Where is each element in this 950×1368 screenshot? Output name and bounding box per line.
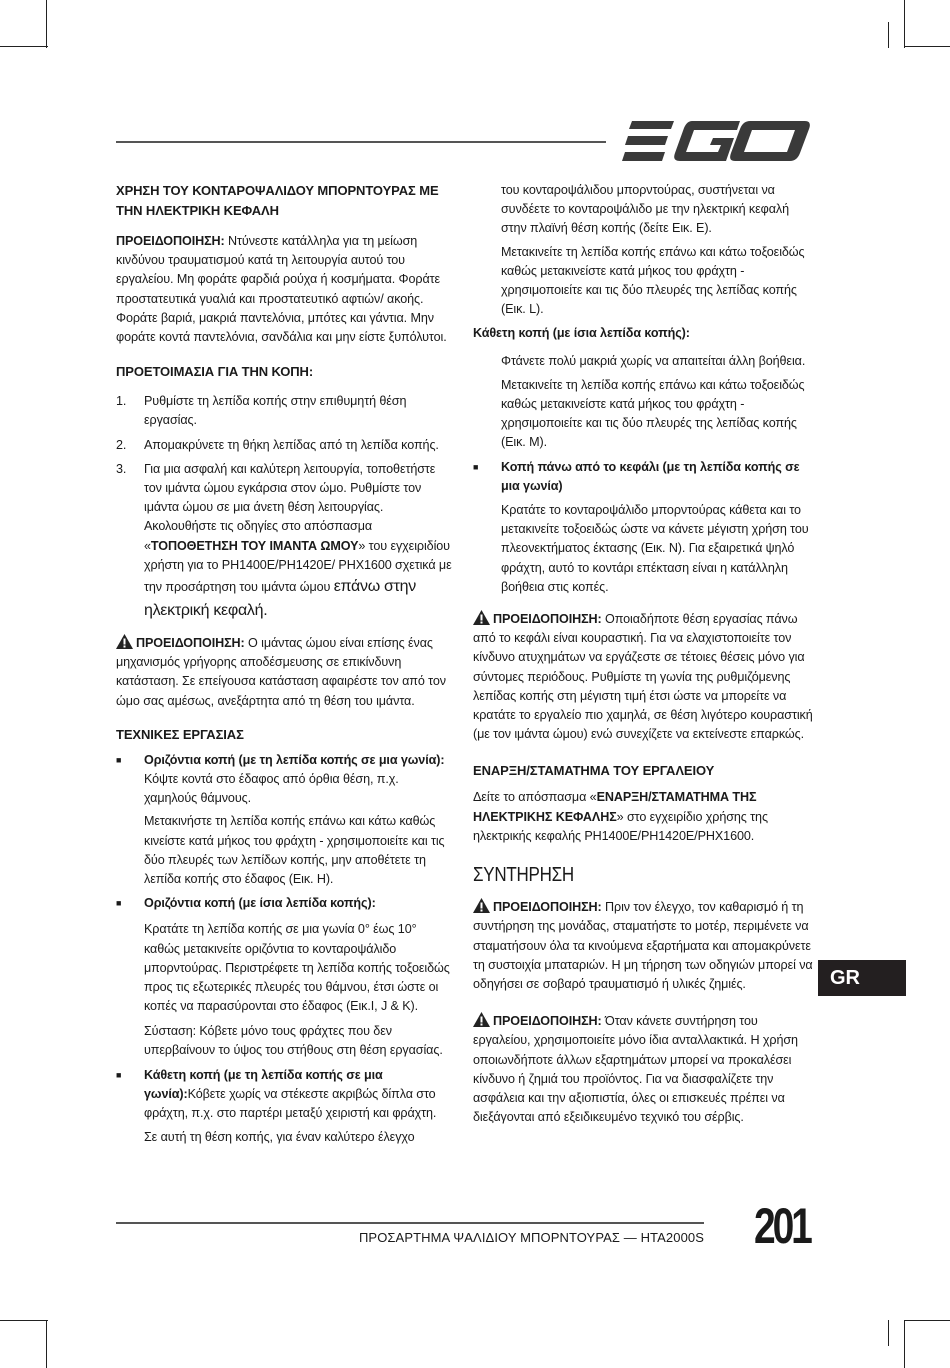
warning-label: ΠΡΟΕΙΔΟΠΟΙΗΣΗ: — [116, 234, 225, 248]
list-item-text: Ρυθμίστε τη λεπίδα κοπής στην επιθυμητή θέση εργασίας. — [144, 394, 407, 428]
section-heading: ΕΝΑΡΞΗ/ΣΤΑΜΑΤΗΜΑ ΤΟΥ ΕΡΓΑΛΕΙΟΥ — [473, 763, 715, 779]
paragraph: Μετακινείτε τη λεπίδα κοπής επάνω και κάτω τοξοειδώς καθώς μετακινείστε κατά μήκος του φράχτη - χρησιμοποιείτε και τις δύο πλευρές της λεπίδας κοπής (Εικ. L). — [501, 244, 805, 317]
warning-text: Όταν κάνετε συντήρηση του εργαλείου, χρησιμοποιείτε μόνο ίδια ανταλλακτικά. Η χρήση οποιωνδήποτε άλλων εξαρτημάτων μπορεί να προκαλέσει κίνδυνο ή ζημιά του προϊόντος. Για να διασφαλίζετε την ασφάλεια και την αξιοπιστία, όλες οι επισκευές πρέπει να διεξάγονται από εξειδικευμένο τεχνικό του σέρβις. — [473, 1014, 798, 1125]
crop-mark — [0, 1320, 48, 1321]
crop-mark — [904, 0, 905, 48]
list-item: 3. Για μια ασφαλή και καλύτερη λειτουργία, τοποθετήστε τον ιμάντα ώμου εγκάρσια στον ώμο. Ρυθμίστε τον ιμάντα ώμου σε μια άνετη θέση λειτουργίας. Ακολουθήστε τις οδηγίες στο απόσπασμα «ΤΟΠΟΘΕΤΗΣΗ ΤΟΥ ΙΜΑΝΤΑ ΩΜΟΥ» του εγχειριδίου χρήστη για το PH1400E/PH1420E/ PHX1600 σχετικά με την προσάρτηση του ιμάντα ώμου επάνω στην ηλεκτρική κεφαλή. — [116, 460, 454, 623]
warning-text: Πριν τον έλεγχο, τον καθαρισμό ή τη συντήρηση της μονάδας, σταματήστε το μοτέρ, περιμένετε να σταματήσουν όλα τα κινούμενα εξαρτήματα και απομακρύνετε τη συστοιχία μπαταριών. Η μη τήρηση των οδηγιών μπορεί να οδηγήσει σε σοβαρό τραυματισμό ή υλικές ζημιές. — [473, 900, 813, 991]
crop-mark — [904, 1320, 905, 1368]
bullet-icon: ■ — [473, 461, 479, 472]
paragraph: Σε αυτή τη θέση κοπής, για έναν καλύτερο έλεγχο — [144, 1129, 415, 1144]
warning-icon — [473, 610, 490, 625]
crop-mark — [888, 22, 889, 48]
warning-icon — [116, 634, 133, 649]
section-heading: ΣΥΝΤΗΡΗΣΗ — [473, 864, 574, 887]
footer-title: ΠΡΟΣΑΡΤΗΜΑ ΨΑΛΙΔΙΟΥ ΜΠΟΡΝΤΟΥΡΑΣ — HTA2000S — [358, 1230, 704, 1245]
crop-mark — [888, 1320, 889, 1346]
bullet-icon: ■ — [116, 1069, 122, 1080]
warning-paragraph — [473, 1012, 813, 1127]
ego-logo — [622, 118, 810, 164]
paragraph: Δείτε το απόσπασμα «ΕΝΑΡΞΗ/ΣΤΑΜΑΤΗΜΑ ΤΗΣ ΗΛΕΚΤΡΙΚΗΣ ΚΕΦΑΛΗΣ» στο εγχειρίδιο χρήσης της ηλεκτρικής κεφαλής PH1400E/PH1420E/PHX1600. — [473, 790, 768, 843]
list-item: 2. Απομακρύνετε τη θήκη λεπίδας από τη λεπίδα κοπής. — [116, 436, 454, 455]
warning-paragraph — [116, 232, 454, 347]
footer-rule — [116, 1222, 704, 1224]
bullet-item: ■ Κάθετη κοπή (με τη λεπίδα κοπής σε μια γωνία):Κόβετε χωρίς να στέκεστε ακριβώς δίπλα στο φράχτη, π.χ. στο παρτέρι μεταξύ χειριστή και φράχτη. — [116, 1066, 454, 1124]
bullet-icon: ■ — [116, 754, 122, 765]
crop-mark — [904, 1320, 950, 1321]
paragraph: Σύσταση: Κόβετε μόνο τους φράχτες που δεν υπερβαίνουν το ύψος του στήθους στη θέση εργασίας. — [144, 1023, 443, 1057]
language-tab: GR — [818, 960, 906, 996]
warning-label: ΠΡΟΕΙΔΟΠΟΙΗΣΗ: — [493, 900, 602, 915]
section-heading: ΠΡΟΕΤΟΙΜΑΣΙΑ ΓΙΑ ΤΗΝ ΚΟΠΗ: — [116, 364, 314, 380]
warning-text: Οποιαδήποτε θέση εργασίας πάνω από το κεφάλι είναι κουραστική. Για να ελαχιστοποιείτε τον κίνδυνο ατυχημάτων να εργάζεστε σε τέτοιες θέσεις μόνο για σύντομες περιόδους. Ρυθμίστε τη γωνία της ρυθμιζόμενης λεπίδας κοπής στη μέγιστη τιμή έτσι ώστε να μπορείτε να κρατάτε το εργαλείο πιο χαμηλά, σε θέση λιγότερο κουραστική (με τον ιμάντα ώμου) ενώ συνεχίζετε να εκτείνεστε επαρκώς. — [473, 612, 813, 742]
crop-mark — [0, 46, 48, 47]
section-heading: ΤΕΧΝΙΚΕΣ ΕΡΓΑΣΙΑΣ — [116, 726, 244, 742]
list-item-text: Για μια ασφαλή και καλύτερη λειτουργία, τοποθετήστε τον ιμάντα ώμου εγκάρσια στον ώμο. Ρυθμίστε τον ιμάντα ώμου σε μια άνετη θέση λειτουργίας. Ακολουθήστε τις οδηγίες στο απόσπασμα «ΤΟΠΟΘΕΤΗΣΗ ΤΟΥ ΙΜΑΝΤΑ ΩΜΟΥ» του εγχειριδίου χρήστη για το PH1400E/PH1420E/ PHX1600 σχετικά με την προσάρτηση του ιμάντα ώμου επάνω στην ηλεκτρική κεφαλή. — [144, 461, 452, 620]
warning-text: Ντύνεστε κατάλληλα για τη μείωση κινδύνου τραυματισμού κατά τη λειτουργία αυτού του εργαλείου. Μη φοράτε φαρδιά ρούχα ή κοσμήματα. Φοράτε προστατευτικά γυαλιά και προστατευτικό αφτιών/ ακοής. Φοράτε βαριά, μακριά παντελόνια, μπότες και γάντια. Μην φοράτε κοντά παντελόνια, σανδάλια και μην είστε ξυπόλυτοι. — [116, 234, 447, 345]
right-column — [473, 181, 813, 1127]
warning-paragraph — [473, 898, 813, 994]
paragraph: Κρατάτε το κονταροψάλιδο μπορντούρας κάθετα και το μετακινείτε τοξοειδώς ώστε να κάνετε μέγιστη χρήση του πλεονεκτήματος έκτασης (Εικ. N). Για εξαιρετικά ψηλό φράχτη, αυτό το κοντάρι επέκταση είναι η κατάλληλη βοήθεια στις κοπές. — [501, 503, 809, 594]
warning-text: Ο ιμάντας ώμου είναι επίσης ένας μηχανισμός γρήγορης αποδέσμευσης σε επικίνδυνη κατάσταση. Σε επείγουσα κατάσταση αφαιρέστε τον από τον ώμο σας αμέσως, ανεξάρτητα από τη θέση του ιμάντα. — [116, 636, 446, 708]
paragraph: Μετακινήστε τη λεπίδα κοπής επάνω και κάτω καθώς κινείστε κατά μήκος του φράχτη - χρησιμοποιείτε και τις δύο πλευρές των λεπίδων κοπής, μην αποθέτετε τη λεπίδα κοπής στο έδαφος (Εικ. Η). — [144, 814, 445, 887]
list-item: 1. Ρυθμίστε τη λεπίδα κοπής στην επιθυμητή θέση εργασίας. — [116, 392, 454, 430]
crop-mark — [46, 0, 47, 48]
paragraph: του κονταροψάλιδου μπορντούρας, συστήνεται να συνδέετε το κονταροψάλιδο με την ηλεκτρική κεφαλή στην πλαϊνή θέση κοπής (δείτε Εικ. E). — [501, 183, 789, 236]
left-column — [116, 181, 454, 1147]
paragraph: Μετακινείτε τη λεπίδα κοπής επάνω και κάτω τοξοειδώς καθώς μετακινείστε κατά μήκος του φράχτη - χρησιμοποιείτε και τις δύο πλευρές της λεπίδας κοπής (Εικ. M). — [501, 377, 805, 450]
crop-mark — [46, 1320, 47, 1368]
section-heading: ΧΡΗΣΗ ΤΟΥ ΚΟΝΤΑΡΟΨΑΛΙΔΟΥ ΜΠΟΡΝΤΟΥΡΑΣ ΜΕ ΤΗΝ ΗΛΕΚΤΡΙΚΗ ΚΕΦΑΛΗ — [116, 183, 439, 218]
bullet-item: ■ Οριζόντια κοπή (με ίσια λεπίδα κοπής): — [116, 894, 454, 913]
paragraph: Φτάνετε πολύ μακριά χωρίς να απαιτείται άλλη βοήθεια. — [501, 353, 806, 368]
warning-label: ΠΡΟΕΙΔΟΠΟΙΗΣΗ: — [493, 1014, 602, 1029]
bullet-item: ■ Οριζόντια κοπή (με τη λεπίδα κοπής σε μια γωνία): Κόψτε κοντά στο έδαφος από όρθια θέση, π.χ. χαμηλούς θάμνους. — [116, 751, 454, 809]
warning-label: ΠΡΟΕΙΔΟΠΟΙΗΣΗ: — [493, 612, 602, 627]
bullet-icon: ■ — [116, 898, 122, 909]
page-number: 201 — [754, 1198, 810, 1254]
bullet-item: ■ Κοπή πάνω από το κεφάλι (με τη λεπίδα κοπής σε μια γωνία) — [473, 458, 813, 496]
warning-label: ΠΡΟΕΙΔΟΠΟΙΗΣΗ: — [136, 636, 245, 651]
warning-icon — [473, 898, 490, 913]
list-item-text: Απομακρύνετε τη θήκη λεπίδας από τη λεπίδα κοπής. — [144, 437, 439, 452]
warning-paragraph — [473, 610, 813, 744]
crop-mark — [904, 46, 950, 47]
subheading: Κάθετη κοπή (με ίσια λεπίδα κοπής): — [473, 326, 690, 341]
warning-icon — [473, 1012, 490, 1027]
header-rule — [116, 141, 606, 143]
warning-paragraph — [116, 634, 454, 711]
paragraph: Κρατάτε τη λεπίδα κοπής σε μια γωνία 0° έως 10° καθώς μετακινείτε οριζόντια το κονταροψάλιδο μπορντούρας. Περιστρέφετε τη λεπίδα κοπής τοξοειδώς προς τις εξωτερικές πλευρές του θάμνου, έτσι ώστε οι κοπές να παρασύρονται στο έδαφος (Εικ.I, J & K). — [144, 922, 450, 1014]
